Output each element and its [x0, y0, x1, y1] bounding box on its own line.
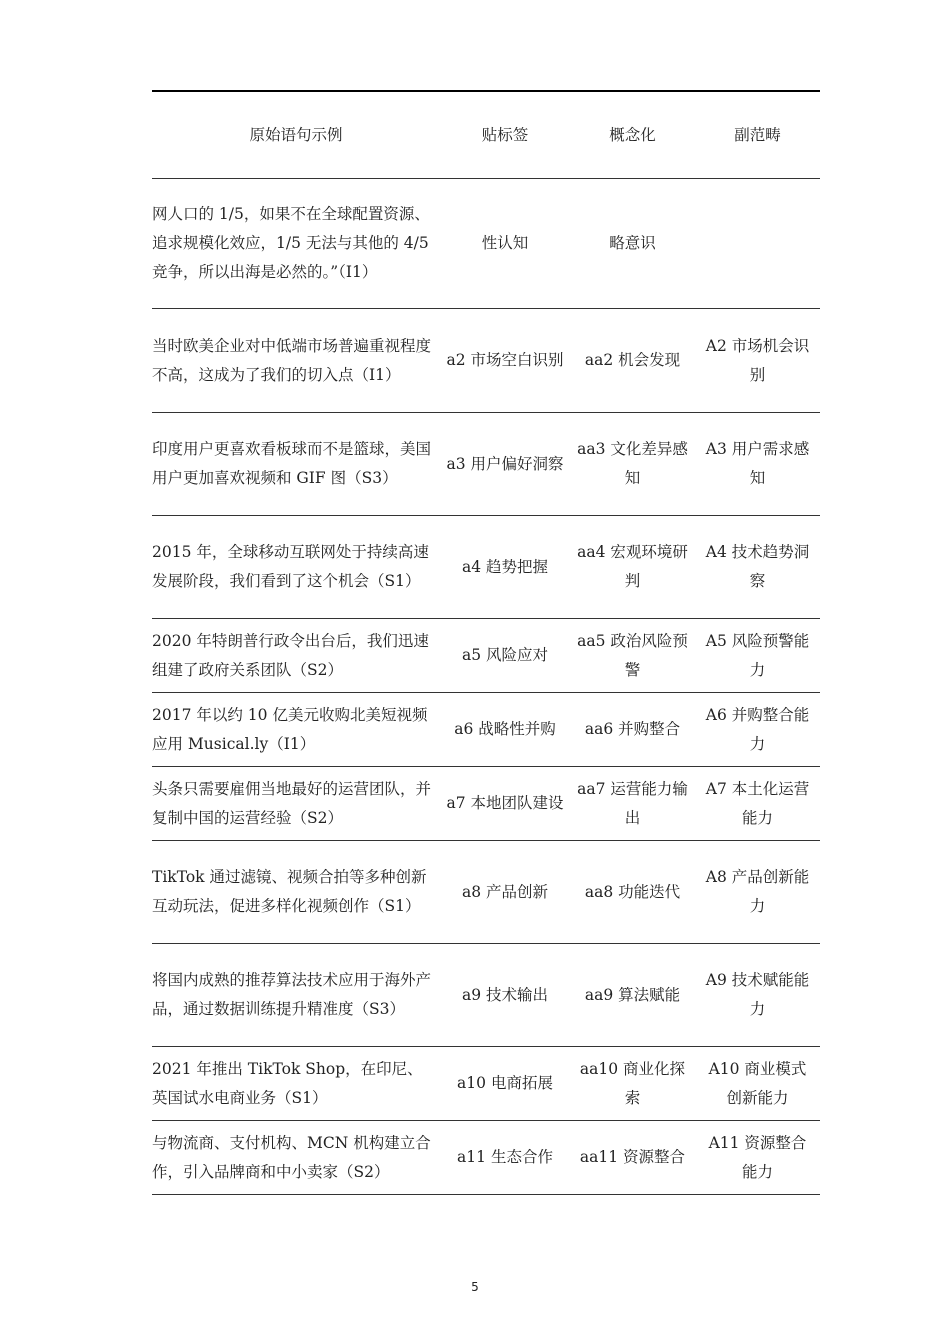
coding-table-container: [152, 90, 820, 1195]
cell-original-quote: 2021 年推出 TikTok Shop，在印尼、英国试水电商业务（S1）: [152, 1059, 423, 1107]
cell-concept: aa11 资源整合: [579, 1148, 686, 1166]
coding-table: [152, 90, 820, 1195]
cell-original-quote: 头条只需要雇佣当地最好的运营团队，并复制中国的运营经验（S2）: [152, 779, 432, 827]
cell-label: a3 用户偏好洞察: [446, 454, 564, 473]
cell-subcategory: A8 产品创新能力: [705, 868, 810, 915]
cell-concept: aa3 文化差异感知: [577, 440, 688, 487]
table-row: [152, 1121, 820, 1195]
table-row: [152, 841, 820, 944]
cell-original-quote: 网人口的 1/5，如果不在全球配置资源、追求规模化效应，1/5 无法与其他的 4/5 竞争，所以出海是必然的。”（I1）: [152, 205, 430, 281]
cell-label: a5 风险应对: [461, 646, 549, 664]
cell-label: a4 趋势把握: [461, 557, 549, 576]
cell-label: a2 市场空白识别: [446, 351, 564, 369]
cell-concept: aa5 政治风险预警: [577, 631, 688, 679]
cell-subcategory: A3 用户需求感知: [705, 440, 810, 487]
table-row: [152, 1047, 820, 1121]
cell-original-quote: 印度用户更喜欢看板球而不是篮球，美国用户更加喜欢视频和 GIF 图（S3）: [152, 440, 432, 487]
cell-label: a9 技术输出: [461, 985, 549, 1004]
cell-subcategory: A5 风险预警能力: [705, 631, 810, 679]
table-header-row: [152, 91, 820, 179]
cell-subcategory: [695, 179, 820, 309]
cell-subcategory: A11 资源整合能力: [708, 1133, 807, 1181]
cell-subcategory: A9 技术赋能能力: [705, 971, 810, 1018]
cell-concept: aa9 算法赋能: [584, 985, 681, 1004]
header-original-quote: 原始语句示例: [249, 125, 343, 144]
table-row: [152, 693, 820, 767]
cell-subcategory: A6 并购整合能力: [705, 705, 810, 753]
table-row: [152, 944, 820, 1047]
cell-original-quote: 2017 年以约 10 亿美元收购北美短视频应用 Musical.ly（I1）: [152, 705, 428, 753]
cell-original-quote: 2020 年特朗普行政令出台后，我们迅速组建了政府关系团队（S2）: [152, 631, 429, 679]
table-row: [152, 179, 820, 309]
table-row: [152, 516, 820, 619]
cell-original-quote: 当时欧美企业对中低端市场普遍重视程度不高，这成为了我们的切入点（I1）: [152, 336, 432, 384]
cell-original-quote: TikTok 通过滤镜、视频合拍等多种创新互动玩法，促进多样化视频创作（S1）: [152, 868, 427, 915]
cell-original-quote: 与物流商、支付机构、MCN 机构建立合作，引入品牌商和中小卖家（S2）: [152, 1133, 431, 1181]
page-number: 5: [471, 1280, 479, 1294]
cell-label: 性认知: [481, 234, 529, 252]
cell-original-quote: 将国内成熟的推荐算法技术应用于海外产品，通过数据训练提升精准度（S3）: [152, 971, 432, 1018]
header-subcategory: 副范畴: [734, 125, 781, 144]
cell-label: a10 电商拓展: [457, 1074, 553, 1092]
cell-concept: 略意识: [609, 234, 656, 252]
cell-label: a8 产品创新: [461, 882, 549, 901]
table-row: [152, 767, 820, 841]
cell-concept: aa4 宏观环境研判: [577, 543, 688, 590]
cell-subcategory: A7 本土化运营能力: [705, 779, 810, 827]
table-row: [152, 619, 820, 693]
cell-label: a7 本地团队建设: [446, 794, 564, 812]
header-concept: 概念化: [609, 125, 656, 144]
cell-subcategory: A2 市场机会识别: [705, 336, 810, 384]
cell-concept: aa10 商业化探索: [579, 1059, 686, 1107]
header-label: 贴标签: [481, 125, 529, 144]
cell-subcategory: A4 技术趋势洞察: [705, 543, 810, 590]
cell-label: a6 战略性并购: [454, 720, 556, 738]
cell-concept: aa7 运营能力输出: [577, 779, 688, 827]
table-body: [152, 179, 820, 1195]
cell-concept: aa8 功能迭代: [584, 882, 681, 901]
table-row: [152, 413, 820, 516]
cell-concept: aa6 并购整合: [584, 720, 681, 738]
cell-concept: aa2 机会发现: [584, 351, 681, 369]
cell-subcategory: A10 商业模式创新能力: [708, 1059, 807, 1107]
cell-label: a11 生态合作: [457, 1148, 553, 1166]
table-row: [152, 309, 820, 413]
cell-original-quote: 2015 年，全球移动互联网处于持续高速发展阶段，我们看到了这个机会（S1）: [152, 543, 429, 590]
